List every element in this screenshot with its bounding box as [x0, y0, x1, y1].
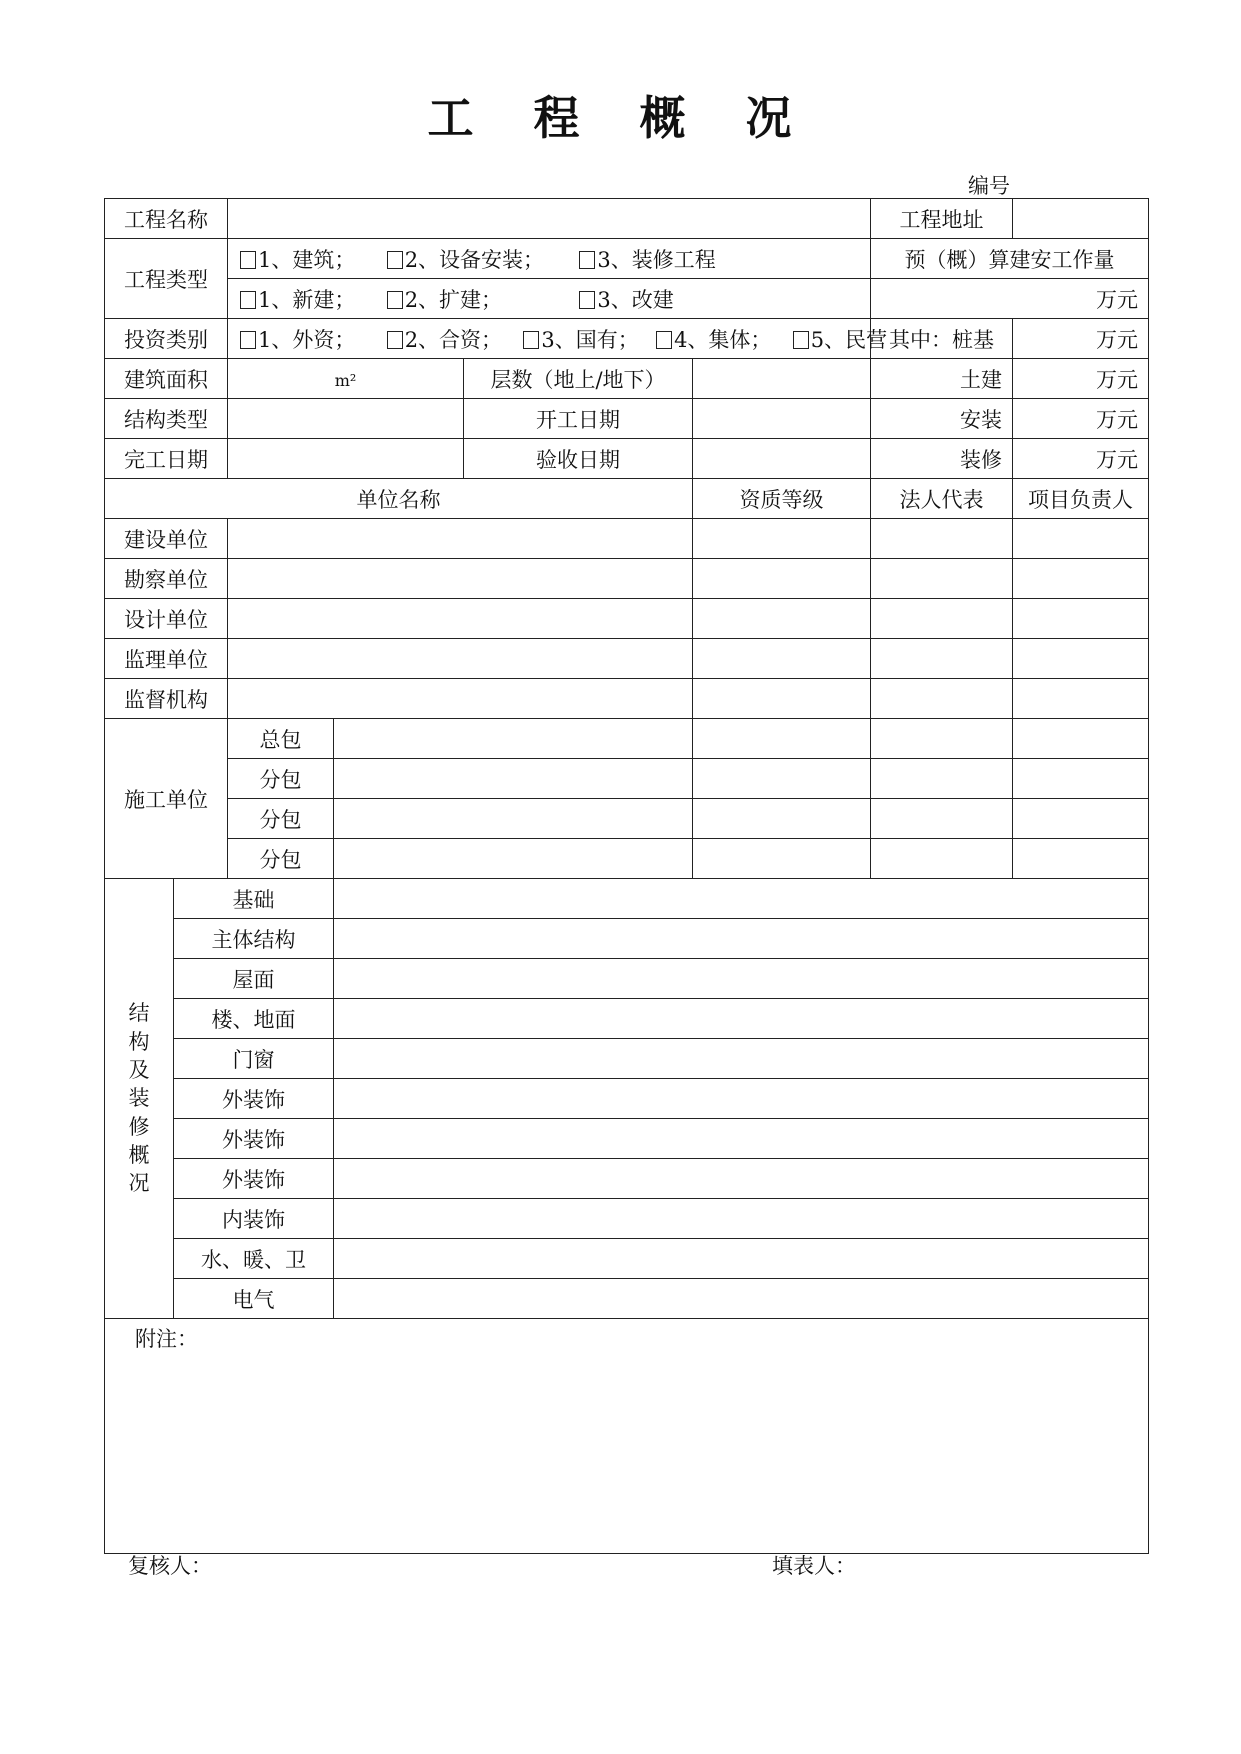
project-address-field[interactable] — [1013, 199, 1149, 239]
contractor-name-field[interactable] — [334, 799, 693, 839]
option-expansion[interactable]: 2、扩建； — [387, 284, 573, 314]
project-leader-header: 项目负责人 — [1013, 479, 1149, 519]
unit-label: 设计单位 — [105, 599, 228, 639]
checkbox-icon — [240, 291, 256, 309]
qualification-field[interactable] — [693, 679, 871, 719]
row-area — [105, 359, 1149, 399]
completion-date-field[interactable] — [228, 439, 464, 479]
structure-item-label: 电气 — [174, 1279, 334, 1319]
notes-field[interactable] — [105, 1319, 1149, 1554]
project-leader-field[interactable] — [1013, 679, 1149, 719]
reviewer-label: 复核人： — [128, 1554, 212, 1578]
row-completion — [105, 439, 1149, 479]
project-address-label: 工程地址 — [871, 199, 1013, 239]
unit-name-header: 单位名称 — [105, 479, 693, 519]
row-contractor-sub-3 — [105, 839, 1149, 879]
contractor-name-field[interactable] — [334, 759, 693, 799]
structure-item-label: 外装饰 — [174, 1159, 334, 1199]
checkbox-icon — [579, 251, 595, 269]
floors-field[interactable] — [693, 359, 871, 399]
qualification-field[interactable] — [693, 759, 871, 799]
project-leader-field[interactable] — [1013, 519, 1149, 559]
investment-options — [228, 319, 888, 359]
option-building[interactable]: 1、建筑； — [240, 244, 380, 274]
row-structure-type — [105, 399, 1149, 439]
budget-field[interactable]: 万元 — [871, 279, 1149, 319]
qualification-field[interactable] — [693, 799, 871, 839]
qualification-field[interactable] — [693, 519, 871, 559]
project-leader-field[interactable] — [1013, 639, 1149, 679]
unit-name-field[interactable] — [228, 559, 693, 599]
contractor-type-label: 分包 — [228, 839, 334, 879]
row-unit-survey — [105, 559, 1149, 599]
row-structure-item — [105, 1039, 1149, 1079]
checkbox-icon — [387, 291, 403, 309]
qualification-field[interactable] — [693, 599, 871, 639]
row-project-type-2 — [105, 279, 1149, 319]
structure-type-field[interactable] — [228, 399, 464, 439]
qualification-field[interactable] — [693, 719, 871, 759]
acceptance-date-field[interactable] — [693, 439, 871, 479]
checkbox-icon — [240, 331, 256, 349]
row-unit-oversight — [105, 679, 1149, 719]
option-collective[interactable]: 4、集体； — [656, 324, 786, 354]
project-leader-field[interactable] — [1013, 759, 1149, 799]
install-field[interactable]: 万元 — [1013, 399, 1149, 439]
qualification-header: 资质等级 — [693, 479, 871, 519]
area-unit: m² — [334, 370, 357, 390]
unit-name-field[interactable] — [228, 639, 693, 679]
project-leader-field[interactable] — [1013, 799, 1149, 839]
project-overview-form — [104, 198, 1149, 1554]
notes-label: 附注： — [135, 1327, 198, 1351]
row-structure-item — [105, 1159, 1149, 1199]
row-structure-item — [105, 1279, 1149, 1319]
row-project-type-1 — [105, 239, 1149, 279]
structure-item-label: 主体结构 — [174, 919, 334, 959]
row-investment — [105, 319, 1149, 359]
row-structure-item — [105, 999, 1149, 1039]
legal-rep-field[interactable] — [871, 599, 1013, 639]
construction-unit-label: 施工单位 — [105, 719, 228, 879]
row-structure-item — [105, 1239, 1149, 1279]
checkbox-icon — [793, 331, 809, 349]
option-state[interactable]: 3、国有； — [523, 324, 649, 354]
checkbox-icon — [387, 251, 403, 269]
legal-rep-field[interactable] — [871, 679, 1013, 719]
structure-item-field[interactable] — [334, 999, 1149, 1039]
row-units-header — [105, 479, 1149, 519]
row-unit-supervision — [105, 639, 1149, 679]
structure-item-field[interactable] — [334, 1159, 1149, 1199]
legal-rep-field[interactable] — [871, 519, 1013, 559]
structure-item-label: 水、暖、卫 — [174, 1239, 334, 1279]
unit-label: 勘察单位 — [105, 559, 228, 599]
civil-label: 土建 — [871, 359, 1013, 399]
unit-label: 建设单位 — [105, 519, 228, 559]
project-leader-field[interactable] — [1013, 719, 1149, 759]
contractor-name-field[interactable] — [334, 839, 693, 879]
acceptance-date-label: 验收日期 — [464, 439, 693, 479]
qualification-field[interactable] — [693, 839, 871, 879]
legal-rep-field[interactable] — [871, 799, 1013, 839]
area-label: 建筑面积 — [105, 359, 228, 399]
investment-label: 投资类别 — [105, 319, 228, 359]
contractor-type-label: 分包 — [228, 799, 334, 839]
row-notes — [105, 1319, 1149, 1554]
structure-item-field[interactable] — [334, 1039, 1149, 1079]
start-date-label: 开工日期 — [464, 399, 693, 439]
serial-number-label: 编号 — [968, 174, 1010, 198]
budget-label: 预（概）算建安工作量 — [871, 239, 1149, 279]
page-title: 工 程 概 况 — [427, 91, 814, 145]
checkbox-icon — [387, 331, 403, 349]
unit-name-field[interactable] — [228, 599, 693, 639]
row-structure-item — [105, 959, 1149, 999]
unit-label: 监督机构 — [105, 679, 228, 719]
structure-type-label: 结构类型 — [105, 399, 228, 439]
qualification-field[interactable] — [693, 639, 871, 679]
legal-rep-field[interactable] — [871, 839, 1013, 879]
option-foreign[interactable]: 1、外资； — [240, 324, 380, 354]
structure-item-label: 屋面 — [174, 959, 334, 999]
row-contractor-sub-2 — [105, 799, 1149, 839]
structure-item-field[interactable] — [334, 1119, 1149, 1159]
unit-name-field[interactable] — [228, 679, 693, 719]
row-project-name — [105, 199, 1149, 239]
project-type-label: 工程类型 — [105, 239, 228, 319]
project-leader-field[interactable] — [1013, 559, 1149, 599]
contractor-name-field[interactable] — [334, 719, 693, 759]
option-joint[interactable]: 2、合资； — [387, 324, 517, 354]
row-contractor-sub-1 — [105, 759, 1149, 799]
pile-label: 其中：桩基 — [871, 319, 1013, 359]
legal-rep-field[interactable] — [871, 639, 1013, 679]
row-structure-item — [105, 1119, 1149, 1159]
row-structure-item — [105, 879, 1149, 919]
structure-item-field[interactable] — [334, 919, 1149, 959]
structure-item-label: 楼、地面 — [174, 999, 334, 1039]
legal-rep-field[interactable] — [871, 719, 1013, 759]
checkbox-icon — [523, 331, 539, 349]
checkbox-icon — [240, 251, 256, 269]
option-decoration[interactable]: 3、装修工程 — [579, 244, 715, 274]
legal-rep-field[interactable] — [871, 759, 1013, 799]
legal-rep-field[interactable] — [871, 559, 1013, 599]
structure-item-field[interactable] — [334, 959, 1149, 999]
structure-item-label: 门窗 — [174, 1039, 334, 1079]
structure-item-label: 外装饰 — [174, 1119, 334, 1159]
install-label: 安装 — [871, 399, 1013, 439]
structure-item-field[interactable] — [334, 1279, 1149, 1319]
filler-label: 填表人： — [772, 1554, 856, 1578]
completion-date-label: 完工日期 — [105, 439, 228, 479]
structure-decoration-label: 结 构 及 装 修 概 况 — [105, 879, 174, 1319]
structure-item-label: 外装饰 — [174, 1079, 334, 1119]
structure-item-field[interactable] — [334, 1239, 1149, 1279]
row-structure-item — [105, 1079, 1149, 1119]
option-equipment-install[interactable]: 2、设备安装； — [387, 244, 573, 274]
option-renovation[interactable]: 3、改建 — [579, 284, 673, 314]
start-date-field[interactable] — [693, 399, 871, 439]
project-leader-field[interactable] — [1013, 599, 1149, 639]
row-contractor-main — [105, 719, 1149, 759]
decoration-field[interactable]: 万元 — [1013, 439, 1149, 479]
row-structure-item — [105, 919, 1149, 959]
floors-label: 层数（地上/地下） — [464, 359, 693, 399]
project-type-options-1 — [228, 239, 871, 279]
row-unit-construction-owner — [105, 519, 1149, 559]
structure-item-label: 基础 — [174, 879, 334, 919]
structure-item-field[interactable] — [334, 879, 1149, 919]
unit-label: 监理单位 — [105, 639, 228, 679]
decoration-label: 装修 — [871, 439, 1013, 479]
project-name-field[interactable] — [228, 199, 871, 239]
option-private[interactable]: 5、民营 — [793, 324, 887, 354]
structure-item-field[interactable] — [334, 1079, 1149, 1119]
row-structure-item — [105, 1199, 1149, 1239]
row-unit-design — [105, 599, 1149, 639]
project-leader-field[interactable] — [1013, 839, 1149, 879]
legal-rep-header: 法人代表 — [871, 479, 1013, 519]
checkbox-icon — [579, 291, 595, 309]
checkbox-icon — [656, 331, 672, 349]
structure-item-label: 内装饰 — [174, 1199, 334, 1239]
project-name-label: 工程名称 — [105, 199, 228, 239]
project-type-options-2 — [228, 279, 871, 319]
qualification-field[interactable] — [693, 559, 871, 599]
pile-field[interactable]: 万元 — [1013, 319, 1149, 359]
unit-name-field[interactable] — [228, 519, 693, 559]
option-new[interactable]: 1、新建； — [240, 284, 380, 314]
contractor-type-label: 总包 — [228, 719, 334, 759]
contractor-type-label: 分包 — [228, 759, 334, 799]
civil-field[interactable]: 万元 — [1013, 359, 1149, 399]
structure-item-field[interactable] — [334, 1199, 1149, 1239]
area-field[interactable] — [228, 359, 464, 399]
